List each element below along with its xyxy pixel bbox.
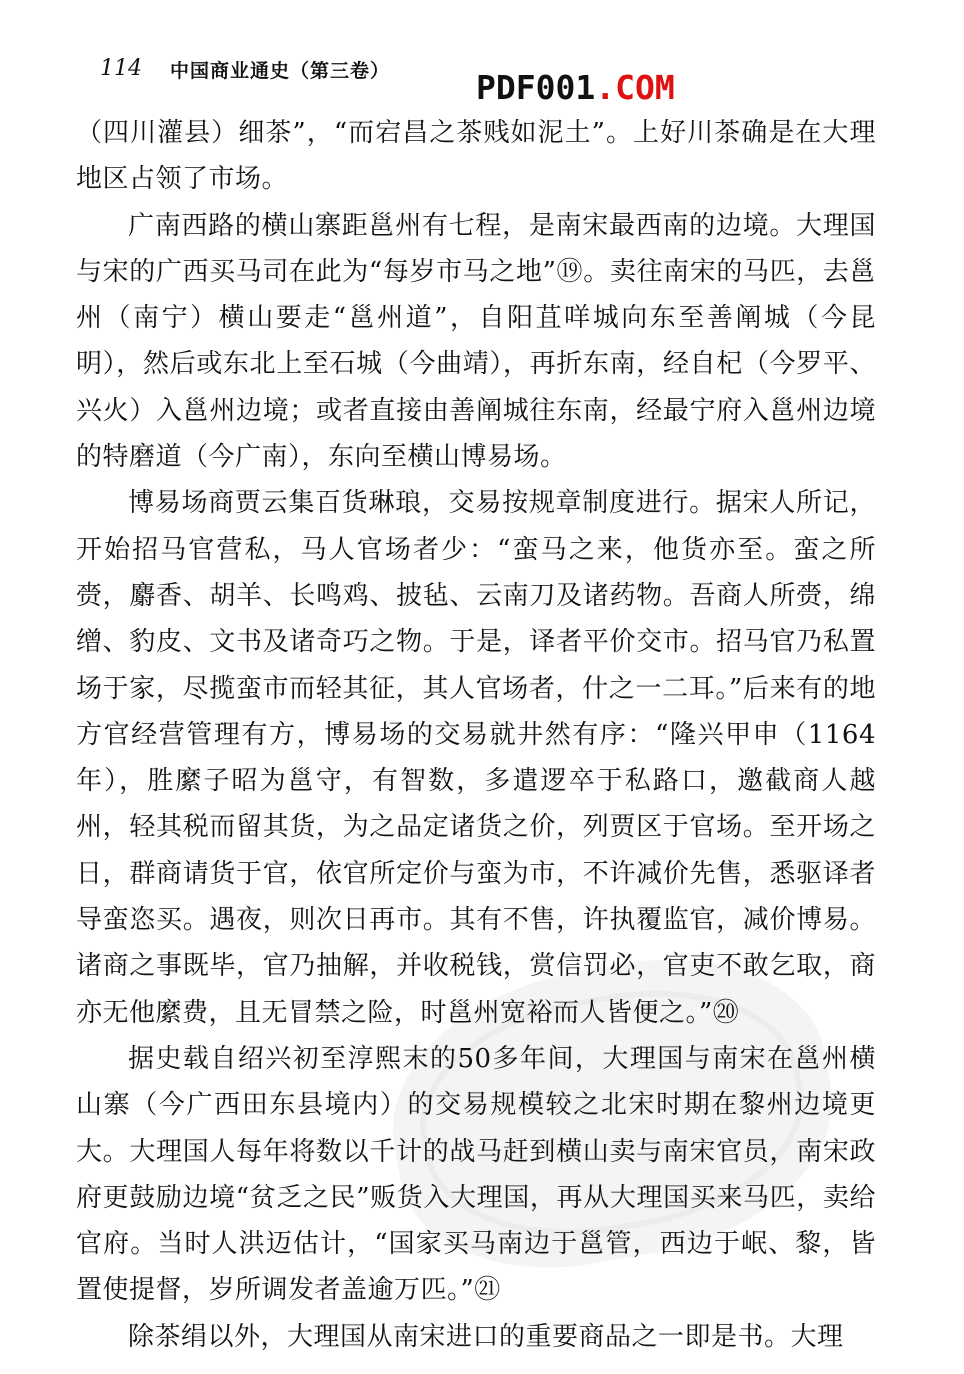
paragraph: 广南西路的横山寨距邕州有七程，是南宋最西南的边境。大理国与宋的广西买马司在此为“每岁市马之地”⑲。卖往南宋的马匹，去邕州（南宁）横山要走“邕州道”，自阳苴咩城向东至善阐城（今昆明），然后或东北上至石城（今曲靖），再折东南，经自杞（今罗平、兴火）入邕州边境；或者直接由善阐城往东南，经最宁府入邕州边境的特磨道（今广南），东向至横山博易场。 [76, 210, 876, 473]
paragraph: （四川灌县）细茶”，“而宕昌之茶贱如泥土”。上好川茶确是在大理地区占领了市场。 [76, 118, 876, 195]
watermark-text-main: PDF001 [476, 68, 596, 107]
paragraph: 除茶绢以外，大理国从南宋进口的重要商品之一即是书。大理 [128, 1321, 844, 1352]
book-title: 中国商业通史（第三卷） [170, 60, 391, 82]
watermark-text-domain: .COM [595, 68, 675, 107]
paragraph: 据史载自绍兴初至淳熙末的50多年间，大理国与南宋在邕州横山寨（今广西田东县境内）的交易规模较之北宋时期在黎州边境更大。大理国人每年将数以千计的战马赶到横山卖与南宋官员，南宋政府更鼓励边境“贫乏之民”贩货入大理国，再从大理国买来马匹，卖给官府。当时人洪迈估计，“国家买马南边于邕管，西边于岷、黎，皆置使提督，岁所调发者盖逾万匹。”㉑ [76, 1043, 876, 1306]
paragraph: 博易场商贾云集百货琳琅，交易按规章制度进行。据宋人所记，开始招马官营私，马人官场者少：“蛮马之来，他货亦至。蛮之所赍，麝香、胡羊、长鸣鸡、披毡、云南刀及诸药物。吾商人所赍，绵缯、豹皮、文书及诸奇巧之物。于是，译者平价交市。招马官乃私置场于家，尽揽蛮市而轻其征，其人官场者，什之一二耳。”后来有的地方官经营管理有方，博易场的交易就井然有序：“隆兴甲申（1164年），胜縻子昭为邕守，有智数，多遣逻卒于私路口，邀截商人越州，轻其税而留其货，为之品定诸货之价，列贾区于官场。至开场之日，群商请货于官，依官所定价与蛮为市，不许减价先售，悉驱译者导蛮恣买。遇夜，则次日再市。其有不售，许执覆监官，减价博易。诸商之事既毕，官乃抽解，并收税钱，赏信罚必，官吏不敢乞取，商亦无他縻费，且无冒禁之险，时邕州宽裕而人皆便之。”⑳ [76, 488, 876, 1028]
site-watermark [476, 68, 675, 107]
page-number: 114 [100, 56, 142, 81]
body-text [76, 110, 876, 1360]
